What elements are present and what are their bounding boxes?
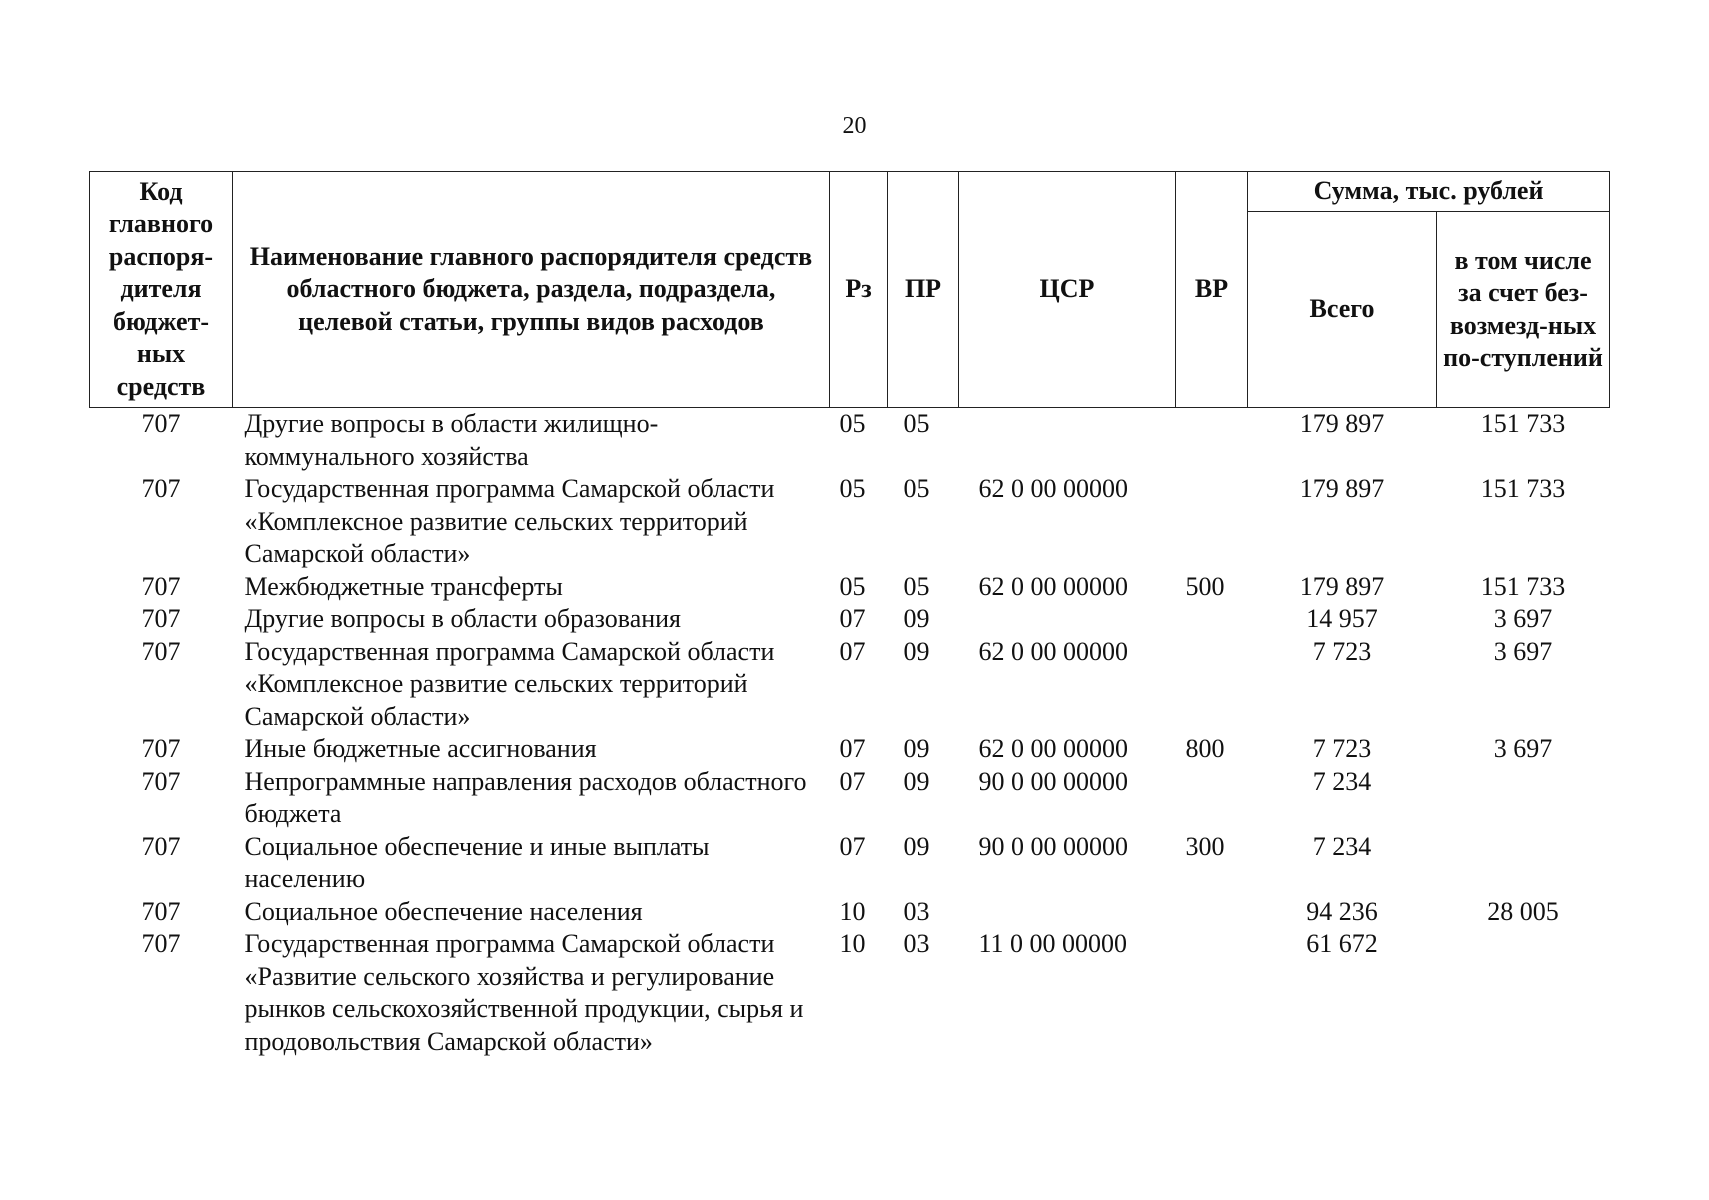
cell-code: 707 bbox=[141, 766, 181, 796]
table-row bbox=[90, 636, 1610, 734]
cell-vr bbox=[1176, 636, 1248, 734]
cell-total: 7 234 bbox=[1312, 766, 1372, 796]
cell-csr: 11 0 00 00000 bbox=[978, 929, 1128, 958]
cell-vr: 800 bbox=[1185, 734, 1225, 763]
cell-total: 7 234 bbox=[1312, 831, 1372, 861]
cell-free bbox=[1437, 928, 1610, 1058]
cell-rz: 10 bbox=[839, 896, 866, 926]
cell-rz: 05 bbox=[839, 571, 866, 601]
cell-free: 28 005 bbox=[1487, 896, 1559, 926]
cell-free bbox=[1437, 831, 1610, 896]
cell-free bbox=[1437, 766, 1610, 831]
cell-name: Непрограммные направления расходов областного бюджета bbox=[244, 766, 807, 828]
header-total: Всего bbox=[1248, 212, 1437, 408]
cell-vr bbox=[1176, 408, 1248, 474]
cell-free: 151 733 bbox=[1480, 571, 1566, 601]
cell-total: 94 236 bbox=[1306, 896, 1378, 926]
cell-csr bbox=[959, 896, 1176, 929]
cell-vr: 500 bbox=[1185, 571, 1225, 601]
cell-vr bbox=[1176, 896, 1248, 929]
header-vr: ВР bbox=[1176, 172, 1248, 408]
table-row bbox=[90, 831, 1610, 896]
cell-vr bbox=[1176, 473, 1248, 571]
cell-free: 3 697 bbox=[1493, 636, 1553, 666]
header-sum-group: Сумма, тыс. рублей bbox=[1248, 172, 1610, 212]
cell-total: 7 723 bbox=[1312, 734, 1372, 763]
cell-pr: 03 bbox=[903, 896, 930, 926]
cell-name: Другие вопросы в области образования bbox=[244, 604, 682, 633]
cell-name: Государственная программа Самарской области «Комплексное развитие сельских территорий Самарской области» bbox=[244, 474, 775, 568]
cell-csr: 90 0 00 00000 bbox=[978, 831, 1128, 861]
header-name: Наименование главного распорядителя средств областного бюджета, раздела, подраздела, целевой статьи, группы видов расходов bbox=[233, 172, 830, 408]
cell-code: 707 bbox=[141, 734, 181, 763]
cell-name: Межбюджетные трансферты bbox=[244, 571, 563, 601]
cell-code: 707 bbox=[141, 636, 181, 666]
cell-free: 151 733 bbox=[1480, 409, 1566, 438]
cell-csr bbox=[959, 408, 1176, 474]
cell-pr: 09 bbox=[903, 766, 930, 796]
cell-total: 61 672 bbox=[1306, 929, 1378, 958]
cell-csr: 62 0 00 00000 bbox=[978, 571, 1128, 601]
cell-rz: 07 bbox=[839, 604, 866, 633]
cell-csr bbox=[959, 603, 1176, 636]
budget-table bbox=[89, 171, 1610, 1058]
cell-code: 707 bbox=[141, 831, 181, 861]
cell-rz: 07 bbox=[839, 766, 866, 796]
cell-name: Иные бюджетные ассигнования bbox=[244, 734, 597, 763]
cell-rz: 07 bbox=[839, 636, 866, 666]
cell-rz: 07 bbox=[839, 734, 866, 763]
table-header bbox=[90, 172, 1610, 408]
table-row bbox=[90, 408, 1610, 474]
table-row bbox=[90, 766, 1610, 831]
cell-name: Государственная программа Самарской области «Комплексное развитие сельских территорий Самарской области» bbox=[244, 636, 775, 731]
cell-pr: 03 bbox=[903, 929, 930, 958]
cell-pr: 09 bbox=[903, 604, 930, 633]
cell-code: 707 bbox=[141, 929, 181, 958]
cell-csr: 62 0 00 00000 bbox=[978, 474, 1128, 503]
cell-code: 707 bbox=[141, 571, 181, 601]
cell-name: Другие вопросы в области жилищно-коммунального хозяйства bbox=[244, 409, 659, 471]
cell-total: 179 897 bbox=[1299, 571, 1385, 601]
cell-total: 179 897 bbox=[1299, 474, 1385, 503]
cell-csr: 62 0 00 00000 bbox=[978, 734, 1128, 763]
cell-vr: 300 bbox=[1185, 831, 1225, 861]
cell-csr: 62 0 00 00000 bbox=[978, 636, 1128, 666]
cell-total: 7 723 bbox=[1312, 636, 1372, 666]
cell-free: 151 733 bbox=[1480, 474, 1566, 503]
cell-code: 707 bbox=[141, 474, 181, 503]
cell-code: 707 bbox=[141, 409, 181, 438]
cell-vr bbox=[1176, 766, 1248, 831]
cell-pr: 09 bbox=[903, 734, 930, 763]
table-row bbox=[90, 473, 1610, 571]
cell-name: Государственная программа Самарской области «Развитие сельского хозяйства и регулирование рынков сельскохозяйственной продукции, сырья и продовольствия Самарской области» bbox=[244, 929, 804, 1056]
header-free: в том числе за счет без-возмезд-ных по-ступлений bbox=[1437, 212, 1610, 408]
table-row bbox=[90, 733, 1610, 766]
cell-rz: 05 bbox=[839, 409, 866, 438]
header-code: Код главного распоря-дителя бюджет-ных средств bbox=[90, 172, 233, 408]
cell-rz: 05 bbox=[839, 474, 866, 503]
cell-code: 707 bbox=[141, 896, 181, 926]
cell-pr: 09 bbox=[903, 636, 930, 666]
header-rz: Рз bbox=[830, 172, 888, 408]
table-row bbox=[90, 603, 1610, 636]
table-body bbox=[90, 408, 1610, 1059]
cell-vr bbox=[1176, 928, 1248, 1058]
cell-code: 707 bbox=[141, 604, 181, 633]
cell-rz: 10 bbox=[839, 929, 866, 958]
cell-pr: 05 bbox=[903, 571, 930, 601]
cell-total: 179 897 bbox=[1299, 409, 1385, 438]
cell-total: 14 957 bbox=[1306, 604, 1378, 633]
cell-name: Социальное обеспечение и иные выплаты населению bbox=[244, 831, 710, 893]
cell-vr bbox=[1176, 603, 1248, 636]
page-number: 20 bbox=[842, 113, 867, 139]
cell-free: 3 697 bbox=[1493, 604, 1553, 633]
cell-csr: 90 0 00 00000 bbox=[978, 766, 1128, 796]
cell-pr: 09 bbox=[903, 831, 930, 861]
header-csr: ЦСР bbox=[959, 172, 1176, 408]
cell-pr: 05 bbox=[903, 409, 930, 438]
cell-name: Социальное обеспечение населения bbox=[244, 896, 643, 926]
cell-free: 3 697 bbox=[1493, 734, 1553, 763]
cell-rz: 07 bbox=[839, 831, 866, 861]
cell-pr: 05 bbox=[903, 474, 930, 503]
table-row bbox=[90, 896, 1610, 929]
table-row bbox=[90, 571, 1610, 604]
header-pr: ПР bbox=[888, 172, 959, 408]
table-row bbox=[90, 928, 1610, 1058]
